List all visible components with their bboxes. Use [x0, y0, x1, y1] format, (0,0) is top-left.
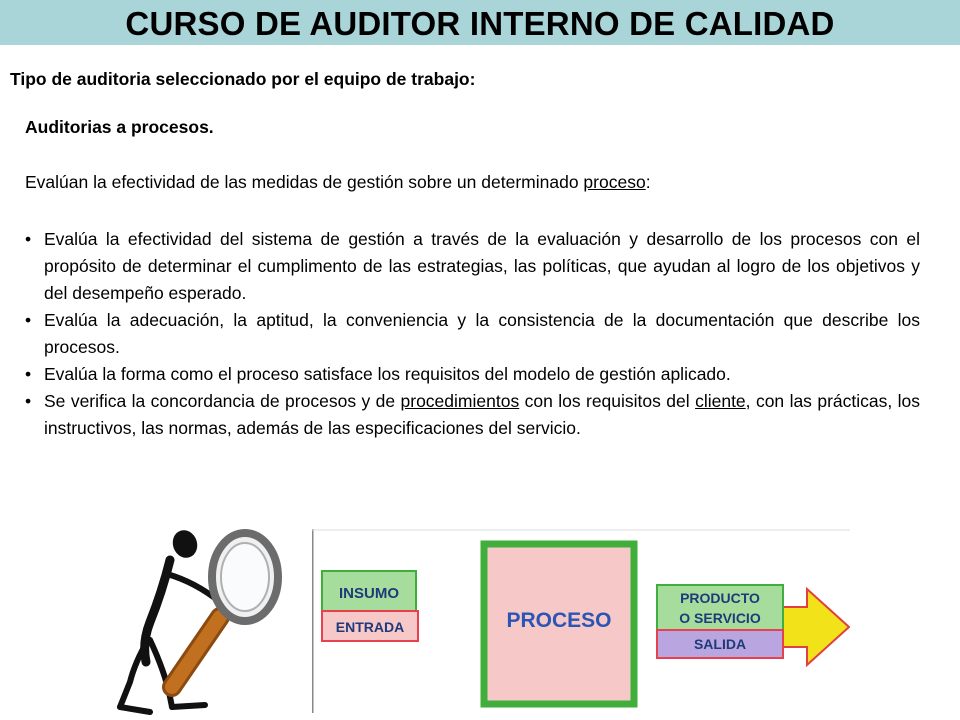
intro-paragraph [25, 172, 651, 193]
section-subtitle: Tipo de auditoria seleccionado por el equipo de trabajo: [10, 69, 476, 89]
intro-colon: : [645, 172, 651, 192]
servicio-label: O SERVICIO [679, 610, 761, 626]
producto-label: PRODUCTO [680, 590, 760, 606]
insumo-label: INSUMO [339, 585, 399, 602]
bullet-item: • Evalúa la adecuación, la aptitud, la conveniencia y la consistencia de la documentación que describe los procesos. [25, 307, 920, 361]
cliente-link[interactable]: cliente [695, 391, 746, 411]
procedimientos-link[interactable]: procedimientos [400, 391, 520, 411]
bullet-text: Se verifica la concordancia de procesos y de [44, 391, 401, 411]
bullet-item [25, 388, 920, 442]
magnifying-glass-figure-icon [110, 522, 290, 720]
bullet-item: • Evalúa la forma como el proceso satisface los requisitos del modelo de gestión aplicado. [25, 361, 920, 388]
salida-label: SALIDA [693, 636, 747, 652]
bullet-text: con los requisitos del [519, 391, 696, 411]
page-title: CURSO DE AUDITOR INTERNO DE CALIDAD [125, 5, 835, 42]
proceso-label: PROCESO [506, 609, 612, 632]
process-diagram [312, 529, 850, 713]
entrada-label: ENTRADA [335, 619, 405, 635]
bullet-text: , con las prácticas, los instructivos, las normas, además de las especificaciones del servicio. [44, 391, 921, 438]
bullet-list [25, 226, 920, 442]
intro-text: Evalúan la efectividad de las medidas de gestión sobre un determinado [25, 172, 584, 192]
bullet-item: • Evalúa la efectividad del sistema de gestión a través de la evaluación y desarrollo de los procesos con el propósito de determinar el cumplimento de las estrategias, las políticas, que ayudan al logro de los objetivos y del desempeño esperado. [25, 226, 920, 307]
proceso-link[interactable]: proceso [583, 172, 646, 192]
section-heading: Auditorias a procesos. [25, 117, 214, 137]
